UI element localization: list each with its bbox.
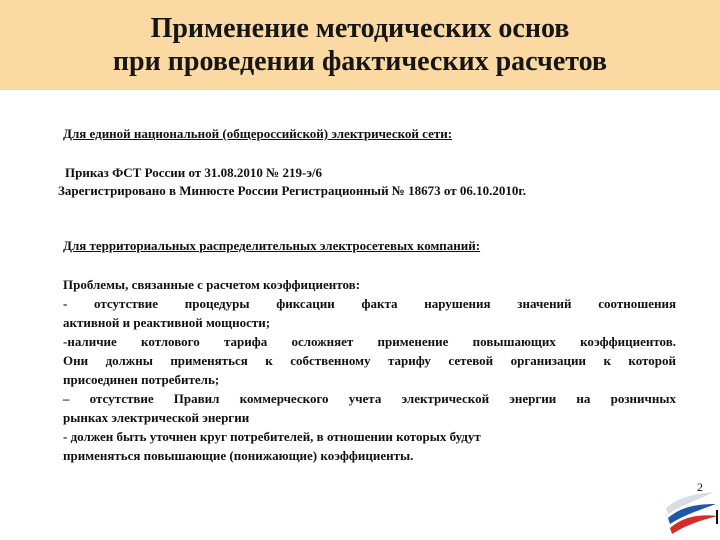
title-banner: [0, 0, 720, 90]
title-line-2: при проведении фактических расчетов: [112, 46, 608, 77]
flag-swoosh-logo-icon: [662, 478, 718, 538]
paragraph-line: Проблемы, связанные с расчетом коэффициентов:: [63, 277, 361, 292]
paragraph-line: Они должны применяться к собственному тарифу сетевой организации к которой: [63, 353, 676, 368]
paragraph-line: рынках электрической энергии: [63, 410, 250, 425]
paragraph-line: активной и реактивной мощности;: [63, 315, 271, 330]
section1-heading: Для единой национальной (общероссийской) электрической сети:: [63, 126, 453, 141]
page-number: 2: [697, 480, 703, 494]
title-line-1: Применение методических основ: [150, 13, 570, 44]
paragraph-line: - отсутствие процедуры фиксации факта нарушения значений соотношения: [63, 296, 676, 311]
paragraph-line: – отсутствие Правил коммерческого учета электрической энергии на розничных: [63, 391, 676, 406]
paragraph-line: применяться повышающие (понижающие) коэффициенты.: [63, 448, 414, 463]
problems-paragraph: [63, 275, 676, 465]
order-line: Приказ ФСТ России от 31.08.2010 № 219-э/6: [65, 165, 323, 180]
paragraph-line: - должен быть уточнен круг потребителей, в отношении которых будут: [63, 429, 481, 444]
section2-heading: Для территориальных распределительных электросетевых компаний:: [63, 238, 481, 253]
registration-line: Зарегистрировано в Минюсте России Регистрационный № 18673 от 06.10.2010г.: [58, 183, 527, 198]
edge-mark: [716, 510, 718, 524]
paragraph-line: присоединен потребитель;: [63, 372, 220, 387]
paragraph-line: -наличие котлового тарифа осложняет применение повышающих коэффициентов.: [63, 334, 676, 349]
